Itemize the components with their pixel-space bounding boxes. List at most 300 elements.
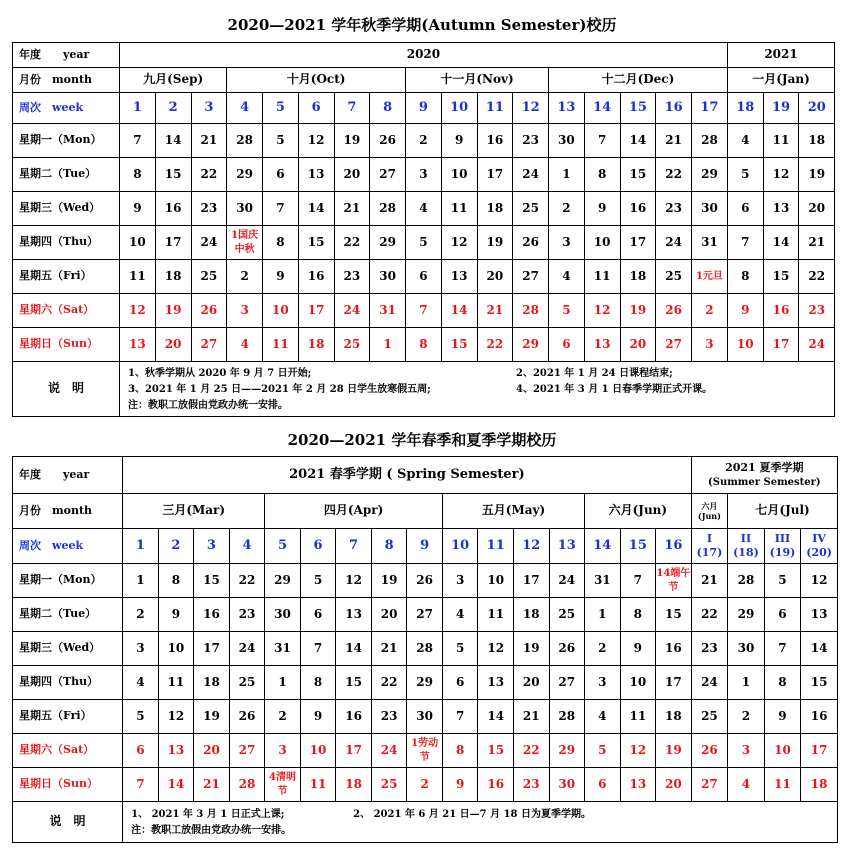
- day-number: 5: [778, 572, 787, 587]
- day-cell: [442, 564, 478, 598]
- day-cell: [656, 666, 692, 700]
- week-number: 8: [371, 529, 407, 564]
- day-cell: [656, 768, 692, 802]
- day-number: 1: [741, 674, 751, 689]
- day-number: 6: [741, 200, 750, 215]
- day-number: 30: [274, 606, 291, 621]
- week-number: 19: [763, 93, 799, 124]
- week-number: 1: [120, 93, 156, 124]
- day-number: 15: [450, 336, 468, 351]
- day-number: 8: [741, 268, 750, 283]
- day-number: 15: [487, 742, 505, 757]
- day-cell: [549, 260, 585, 294]
- day-number: 8: [455, 742, 465, 757]
- day-number: 19: [164, 302, 182, 317]
- day-cell: [478, 700, 514, 734]
- day-number: 29: [737, 606, 755, 621]
- day-number: 13: [629, 776, 647, 791]
- day-cell: [442, 666, 478, 700]
- day-number: 19: [380, 572, 398, 587]
- day-cell: [584, 328, 620, 362]
- day-cell: [194, 666, 230, 700]
- day-cell: [371, 564, 407, 598]
- day-number: 9: [597, 200, 607, 215]
- day-number: 22: [343, 234, 361, 249]
- day-number: 27: [701, 776, 718, 791]
- week-number: 5: [263, 93, 299, 124]
- day-cell: [120, 158, 156, 192]
- day-cell: [620, 700, 656, 734]
- week-number: 1: [123, 529, 159, 564]
- day-number: 23: [808, 302, 826, 317]
- week-number: 12: [513, 93, 549, 124]
- month-label: 月份 month: [13, 494, 123, 529]
- day-cell: [656, 700, 692, 734]
- day-row: [13, 294, 835, 328]
- day-number: 9: [741, 302, 750, 317]
- day-cell: [265, 666, 301, 700]
- day-number: 28: [238, 776, 256, 791]
- day-cell: [691, 564, 728, 598]
- day-cell: [513, 328, 549, 362]
- day-number: 3: [705, 336, 714, 351]
- autumn-calendar-table: [12, 42, 835, 417]
- day-row: [13, 328, 835, 362]
- summer-week-number: [728, 529, 765, 564]
- day-number: 4: [562, 268, 571, 283]
- day-cell: [513, 666, 549, 700]
- week-number: 20: [799, 93, 835, 124]
- day-cell: [549, 666, 585, 700]
- day-number: 10: [167, 640, 185, 655]
- day-cell: [370, 192, 406, 226]
- day-number: 15: [164, 166, 182, 181]
- day-number: 23: [200, 200, 218, 215]
- day-cell: [691, 734, 728, 768]
- day-cell: [585, 632, 621, 666]
- day-cell: [727, 192, 763, 226]
- day-cell: [120, 260, 156, 294]
- day-cell: [728, 700, 765, 734]
- day-number: 20: [629, 336, 647, 351]
- day-cell: [728, 632, 765, 666]
- day-row: [13, 598, 838, 632]
- day-cell: [300, 666, 336, 700]
- day-number: 27: [558, 674, 576, 689]
- day-cell: [300, 768, 336, 802]
- day-number: 21: [522, 708, 540, 723]
- day-number: 20: [665, 776, 682, 791]
- day-cell: [371, 598, 407, 632]
- summer-jun-en: (Jun): [697, 511, 721, 521]
- day-number: 9: [454, 132, 464, 147]
- day-cell: [799, 260, 835, 294]
- notes-content: [120, 362, 835, 417]
- day-cell: [191, 158, 227, 192]
- day-cell: [584, 294, 620, 328]
- day-cell: [370, 226, 406, 260]
- day-number: 24: [701, 674, 718, 689]
- day-cell: [656, 328, 692, 362]
- day-number: 13: [810, 606, 828, 621]
- day-number: 14: [487, 708, 505, 723]
- summer-week-num: (18): [733, 546, 759, 559]
- day-cell: [691, 632, 728, 666]
- day-number: 10: [593, 234, 611, 249]
- day-cell: [407, 666, 443, 700]
- day-number: 5: [313, 572, 323, 587]
- day-cell: [585, 700, 621, 734]
- day-number: 17: [629, 234, 647, 249]
- day-cell: [227, 328, 263, 362]
- day-label: 星期一（Mon）: [13, 564, 123, 598]
- day-number: 26: [416, 572, 433, 587]
- day-number: 26: [701, 742, 718, 757]
- day-label: 星期五（Fri）: [13, 700, 123, 734]
- day-number: 11: [629, 708, 647, 723]
- day-number: 8: [313, 674, 323, 689]
- note-2: 2、2021 年 1 月 24 日课程结束;: [516, 367, 673, 379]
- day-cell: [764, 734, 801, 768]
- day-number: 14: [772, 234, 790, 249]
- day-number: 8: [419, 336, 428, 351]
- day-number: 3: [598, 674, 607, 689]
- day-number: 25: [701, 708, 718, 723]
- day-number: 6: [313, 606, 323, 621]
- day-cell: [513, 260, 549, 294]
- day-cell: [371, 666, 407, 700]
- day-cell: [585, 734, 621, 768]
- day-cell: [336, 700, 372, 734]
- day-cell: [336, 666, 372, 700]
- day-number: 18: [808, 132, 826, 147]
- day-number: 12: [450, 234, 468, 249]
- day-cell: [620, 666, 656, 700]
- day-number: 14: [450, 302, 468, 317]
- day-cell: [727, 260, 763, 294]
- day-row: [13, 124, 835, 158]
- day-cell: [478, 666, 514, 700]
- day-cell: [584, 226, 620, 260]
- day-cell: [728, 734, 765, 768]
- day-cell: [442, 768, 478, 802]
- week-number: 18: [727, 93, 763, 124]
- day-number: 21: [486, 302, 504, 317]
- day-number: 23: [701, 640, 718, 655]
- day-number: 2: [741, 708, 751, 723]
- day-row: [13, 564, 838, 598]
- day-cell: [191, 192, 227, 226]
- day-cell: [229, 564, 265, 598]
- day-cell: [407, 598, 443, 632]
- month-may: 五月(May): [442, 494, 584, 529]
- day-row: [13, 260, 835, 294]
- day-cell: [334, 158, 370, 192]
- day-cell: [441, 260, 477, 294]
- day-cell: [298, 260, 334, 294]
- day-number: 7: [633, 572, 642, 587]
- day-cell: [336, 564, 372, 598]
- day-number: 7: [778, 640, 787, 655]
- day-number: 15: [629, 166, 647, 181]
- day-cell: [477, 328, 513, 362]
- day-number: 19: [808, 166, 826, 181]
- day-number: 20: [343, 166, 361, 181]
- day-number: 24: [665, 234, 682, 249]
- week-number: 16: [656, 529, 692, 564]
- day-number: 7: [276, 200, 285, 215]
- day-number: 2: [562, 200, 571, 215]
- holiday-cell: [692, 260, 728, 294]
- week-number: 4: [227, 93, 263, 124]
- day-number: 28: [522, 302, 539, 317]
- week-number: 9: [406, 93, 442, 124]
- day-number: 27: [416, 606, 433, 621]
- day-cell: [191, 260, 227, 294]
- week-number: 9: [407, 529, 443, 564]
- day-cell: [692, 124, 728, 158]
- day-number: 15: [665, 606, 682, 621]
- day-number: 20: [164, 336, 182, 351]
- day-cell: [620, 632, 656, 666]
- day-cell: [692, 226, 728, 260]
- week-row: [13, 529, 838, 564]
- day-cell: [442, 700, 478, 734]
- day-number: 17: [307, 302, 325, 317]
- day-cell: [692, 158, 728, 192]
- day-cell: [801, 734, 838, 768]
- day-cell: [334, 260, 370, 294]
- day-cell: [334, 124, 370, 158]
- day-cell: [801, 700, 838, 734]
- day-number: 31: [379, 302, 396, 317]
- day-cell: [406, 226, 442, 260]
- day-number: 25: [200, 268, 218, 283]
- week-number: 14: [585, 529, 621, 564]
- day-cell: [656, 158, 692, 192]
- day-number: 26: [238, 708, 256, 723]
- day-cell: [801, 632, 838, 666]
- day-cell: [334, 226, 370, 260]
- day-number: 29: [416, 674, 433, 689]
- day-cell: [298, 328, 334, 362]
- day-cell: [799, 294, 835, 328]
- week-number: 14: [584, 93, 620, 124]
- day-cell: [620, 192, 656, 226]
- day-cell: [477, 260, 513, 294]
- holiday-text: 1元旦: [695, 270, 723, 282]
- day-cell: [227, 260, 263, 294]
- day-cell: [334, 328, 370, 362]
- day-cell: [549, 192, 585, 226]
- day-number: 7: [741, 234, 750, 249]
- day-number: 8: [171, 572, 181, 587]
- day-number: 30: [558, 132, 575, 147]
- day-number: 28: [379, 200, 396, 215]
- day-cell: [158, 564, 194, 598]
- day-cell: [406, 260, 442, 294]
- day-number: 16: [203, 606, 220, 621]
- day-cell: [513, 768, 549, 802]
- day-row: [13, 158, 835, 192]
- day-cell: [763, 158, 799, 192]
- day-number: 27: [379, 166, 396, 181]
- day-cell: [123, 632, 159, 666]
- day-cell: [728, 666, 765, 700]
- day-cell: [691, 768, 728, 802]
- day-label: 星期日（Sun）: [13, 768, 123, 802]
- day-number: 9: [455, 776, 465, 791]
- day-cell: [549, 768, 585, 802]
- day-label: 星期四（Thu）: [13, 666, 123, 700]
- day-number: 30: [701, 200, 718, 215]
- day-cell: [763, 226, 799, 260]
- day-cell: [620, 768, 656, 802]
- day-number: 28: [558, 708, 576, 723]
- day-cell: [120, 328, 156, 362]
- summer-week-number: [801, 529, 838, 564]
- day-cell: [155, 294, 191, 328]
- day-number: 8: [597, 166, 607, 181]
- day-label: 星期五（Fri）: [13, 260, 120, 294]
- day-cell: [764, 564, 801, 598]
- day-number: 13: [593, 336, 611, 351]
- day-number: 15: [810, 674, 828, 689]
- week-number: 5: [265, 529, 301, 564]
- day-number: 30: [236, 200, 253, 215]
- day-cell: [120, 124, 156, 158]
- day-cell: [441, 124, 477, 158]
- day-number: 19: [522, 640, 540, 655]
- week-number: 4: [229, 529, 265, 564]
- day-number: 7: [419, 302, 428, 317]
- spring-semester-header: 2021 春季学期 ( Spring Semester): [123, 457, 692, 494]
- week-number: 15: [620, 529, 656, 564]
- day-number: 26: [665, 302, 682, 317]
- day-number: 10: [309, 742, 327, 757]
- day-cell: [441, 226, 477, 260]
- day-cell: [478, 734, 514, 768]
- week-number: 10: [441, 93, 477, 124]
- day-number: 5: [136, 708, 145, 723]
- week-number: 8: [370, 93, 406, 124]
- day-number: 12: [772, 166, 790, 181]
- day-cell: [194, 734, 230, 768]
- day-cell: [478, 768, 514, 802]
- note-2: 2、 2021 年 6 月 21 日—7 月 18 日为夏季学期。: [353, 808, 591, 820]
- summer-header-line1: 2021 夏季学期: [725, 460, 804, 474]
- summer-month-jul: 七月(Jul): [728, 494, 838, 529]
- week-number: 6: [300, 529, 336, 564]
- day-number: 16: [665, 640, 682, 655]
- day-cell: [620, 734, 656, 768]
- day-cell: [477, 294, 513, 328]
- day-cell: [728, 564, 765, 598]
- day-cell: [764, 768, 801, 802]
- day-label: 星期一（Mon）: [13, 124, 120, 158]
- month-oct: 十月(Oct): [227, 68, 406, 93]
- day-cell: [478, 632, 514, 666]
- day-label: 星期日（Sun）: [13, 328, 120, 362]
- day-cell: [764, 666, 801, 700]
- day-cell: [407, 700, 443, 734]
- day-cell: [549, 158, 585, 192]
- day-number: 11: [774, 776, 791, 791]
- day-number: 11: [167, 674, 185, 689]
- day-cell: [298, 294, 334, 328]
- day-number: 11: [309, 776, 327, 791]
- note-3: 3、2021 年 1 月 25 日——2021 年 2 月 28 日学生放寒假五周;: [128, 383, 431, 395]
- day-cell: [407, 632, 443, 666]
- day-number: 24: [238, 640, 256, 655]
- day-cell: [764, 700, 801, 734]
- day-cell: [549, 226, 585, 260]
- month-jun: 六月(Jun): [585, 494, 692, 529]
- day-number: 8: [778, 674, 787, 689]
- day-number: 8: [633, 606, 642, 621]
- day-number: 25: [343, 336, 361, 351]
- day-number: 29: [701, 166, 718, 181]
- day-number: 17: [486, 166, 504, 181]
- day-row: [13, 700, 838, 734]
- day-number: 13: [450, 268, 468, 283]
- day-cell: [263, 192, 299, 226]
- summer-week-num: (17): [696, 546, 723, 559]
- day-number: 25: [558, 606, 576, 621]
- day-cell: [801, 564, 838, 598]
- day-cell: [120, 226, 156, 260]
- day-cell: [691, 700, 728, 734]
- day-cell: [620, 598, 656, 632]
- day-number: 1: [136, 572, 145, 587]
- day-row: [13, 734, 838, 768]
- day-number: 24: [343, 302, 361, 317]
- day-cell: [191, 294, 227, 328]
- summer-week-roman: III: [774, 532, 791, 546]
- week-number: 3: [191, 93, 227, 124]
- notes-label: 说 明: [13, 362, 120, 417]
- day-label: 星期四（Thu）: [13, 226, 120, 260]
- day-number: 12: [810, 572, 828, 587]
- day-cell: [155, 328, 191, 362]
- day-number: 12: [487, 640, 505, 655]
- day-cell: [441, 192, 477, 226]
- day-cell: [194, 632, 230, 666]
- day-cell: [799, 158, 835, 192]
- day-cell: [158, 700, 194, 734]
- day-number: 5: [598, 742, 607, 757]
- day-number: 19: [343, 132, 361, 147]
- day-number: 18: [522, 606, 540, 621]
- day-cell: [691, 598, 728, 632]
- day-cell: [799, 124, 835, 158]
- month-jan: 一月(Jan): [727, 68, 834, 93]
- day-number: 16: [307, 268, 325, 283]
- day-number: 13: [487, 674, 505, 689]
- day-number: 11: [593, 268, 611, 283]
- day-number: 2: [419, 132, 428, 147]
- day-cell: [158, 632, 194, 666]
- day-number: 15: [772, 268, 790, 283]
- day-cell: [513, 700, 549, 734]
- day-cell: [158, 768, 194, 802]
- week-number: 6: [298, 93, 334, 124]
- week-number: 2: [158, 529, 194, 564]
- day-number: 24: [200, 234, 218, 249]
- day-cell: [692, 192, 728, 226]
- notes-row: [13, 362, 835, 417]
- day-cell: [656, 124, 692, 158]
